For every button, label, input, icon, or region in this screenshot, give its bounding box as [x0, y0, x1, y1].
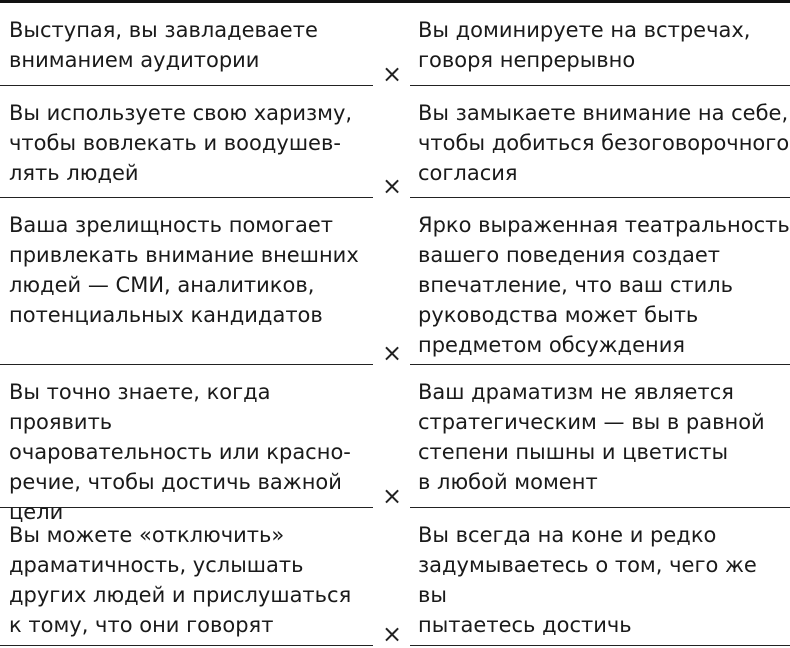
table-row [0, 198, 790, 365]
strength-cell: Выступая, вы завладеваете вниманием аудитории [0, 3, 373, 86]
table-row [0, 3, 790, 86]
cross-icon: × [381, 60, 403, 88]
weakness-cell: Ярко выраженная театральность вашего поведения создает впечатление, что ваш стиль руководства может быть предметом обсуждения [410, 198, 790, 365]
table-row [0, 508, 790, 646]
strength-cell: Ваша зрелищность помогает привлекать внимание внешних людей — СМИ, аналитиков, потенциальных кандидатов [0, 198, 373, 365]
table-row [0, 365, 790, 524]
strength-cell: Вы можете «отключить» драматичность, услышать других людей и прислушаться к тому, что они говорят [0, 508, 373, 646]
table-row [0, 86, 790, 198]
cross-icon: × [381, 620, 403, 648]
strength-cell: Вы используете свою харизму, чтобы вовлекать и воодушев- лять людей [0, 86, 373, 198]
cross-icon: × [381, 339, 403, 367]
weakness-cell: Вы всегда на коне и редко задумываетесь о том, чего же вы пытаетесь достичь [410, 508, 790, 646]
weakness-cell: Вы доминируете на встречах, говоря непрерывно [410, 3, 790, 86]
weakness-cell: Вы замыкаете внимание на себе, чтобы добиться безоговорочного согласия [410, 86, 790, 198]
weakness-cell: Ваш драматизм не является стратегическим — вы в равной степени пышны и цветисты в любой момент [410, 365, 790, 508]
cross-icon: × [381, 482, 403, 510]
cross-icon: × [381, 172, 403, 200]
strength-cell: Вы точно знаете, когда проявить очаровательность или красно- речие, чтобы достичь важной цели [0, 365, 373, 508]
